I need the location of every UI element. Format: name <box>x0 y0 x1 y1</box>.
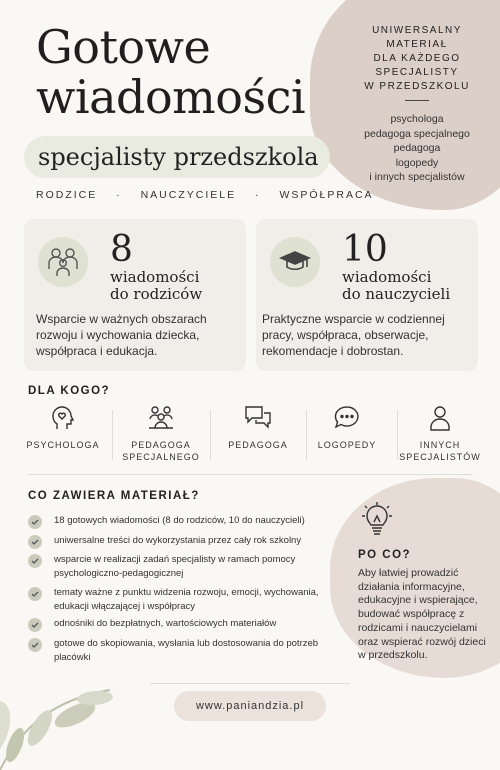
for-whom-psychologist: PSYCHOLOGA <box>18 405 108 451</box>
why-heading: PO CO? <box>358 549 412 561</box>
audience-teachers: NAUCZYCIELE <box>140 189 237 201</box>
check-icon <box>28 515 42 529</box>
check-icon <box>28 554 42 568</box>
page-subtitle: specjalisty przedszkola <box>38 143 319 171</box>
parents-description: Wsparcie w ważnych obszarach rozwoju i wychowania dziecka, współpraca i edukacja. <box>36 312 207 358</box>
contents-heading: CO ZAWIERA MATERIAŁ? <box>28 490 200 502</box>
universal-material-heading: UNIWERSALNY MATERIAŁ DLA KAŻDEGO SPECJALISTY W PRZEDSZKOLU <box>364 25 470 92</box>
separator <box>112 410 113 460</box>
head-heart-icon <box>18 405 108 431</box>
list-item: wsparcie w realizacji zadań specjalisty w ramach pomocy psychologiczno-pedagogicznej <box>28 553 348 581</box>
for-whom-other-specialists: INNYCH SPECJALISTÓW <box>393 405 487 463</box>
list-item: gotowe do skopiowania, wysłania lub dostosowania do potrzeb placówki <box>28 637 348 665</box>
why-text: Aby łatwiej prowadzić działania informacyjne, edukacyjne i wspierające, budować współpracę z rodzicami i nauczycielami oraz wspierać rozwój dzieci w przedszkolu. <box>358 567 486 662</box>
for-whom-educator: PEDAGOGA <box>213 405 303 451</box>
teachers-count: 10 <box>342 229 388 270</box>
person-icon <box>393 405 487 431</box>
parents-label: wiadomości do rodziców <box>110 268 203 303</box>
teachers-card <box>256 219 478 371</box>
list-item: 18 gotowych wiadomości (8 do rodziców, 10 do nauczycieli) <box>28 514 348 529</box>
speech-dots-icon <box>302 405 392 431</box>
check-icon <box>28 535 42 549</box>
audience-line: RODZICE · NAUCZYCIELE · WSPÓŁPRACA <box>36 189 374 201</box>
graduation-cap-icon <box>270 237 320 287</box>
page-title: Gotowe wiadomości <box>36 20 306 124</box>
check-icon <box>28 618 42 632</box>
footer-divider <box>150 683 350 684</box>
list-item: uniwersalne treści do wykorzystania przez cały rok szkolny <box>28 534 348 549</box>
website-link[interactable]: www.paniandzia.pl <box>195 700 305 712</box>
audience-parents: RODZICE <box>36 189 98 201</box>
separator <box>210 410 211 460</box>
divider <box>405 100 429 101</box>
section-divider <box>28 474 473 475</box>
teachers-label: wiadomości do nauczycieli <box>342 268 451 303</box>
check-icon <box>28 587 42 601</box>
for-whom-speech-therapist: LOGOPEDY <box>302 405 392 451</box>
chat-bubbles-icon <box>213 405 303 431</box>
list-item: odnośniki do bezpłatnych, wartościowych materiałów <box>28 617 348 632</box>
for-whom-heading: DLA KOGO? <box>28 385 111 397</box>
parents-count: 8 <box>110 229 133 270</box>
teachers-description: Praktyczne wsparcie w codziennej pracy, współpraca, obserwacje, rekomendacje i dobrostan. <box>262 312 445 358</box>
parents-card <box>24 219 246 371</box>
for-whom-special-educator: PEDAGOGA SPECJALNEGO <box>116 405 206 463</box>
lightbulb-icon <box>361 500 393 543</box>
audience-cooperation: WSPÓŁPRACA <box>279 189 374 201</box>
family-icon <box>38 237 88 287</box>
list-item: tematy ważne z punktu widzenia rozwoju, emocji, wychowania, edukacji włączającej i współpracy <box>28 586 348 614</box>
check-icon <box>28 638 42 652</box>
roles-list: psychologa pedagoga specjalnego pedagoga logopedy i innych specjalistów <box>364 113 470 183</box>
group-icon <box>116 405 206 431</box>
